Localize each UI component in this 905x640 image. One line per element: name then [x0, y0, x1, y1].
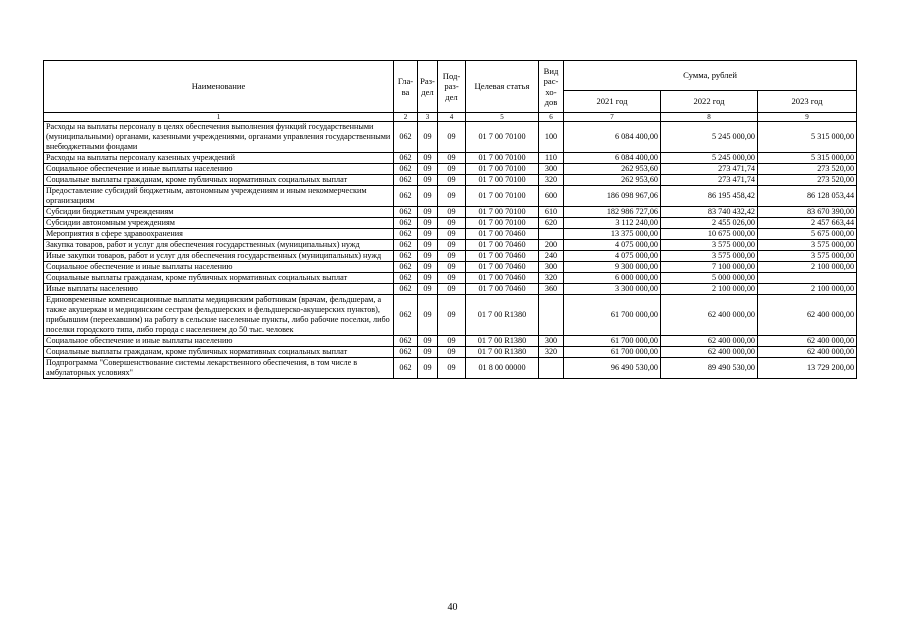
- row-name: Субсидии автономным учреждениям: [44, 218, 394, 229]
- row-sum-2021: 96 490 530,00: [564, 358, 661, 379]
- row-target: 01 7 00 70460: [466, 240, 539, 251]
- table-row: [44, 153, 857, 164]
- row-podrazdel: 09: [438, 122, 466, 153]
- table-row: [44, 284, 857, 295]
- row-glava: 062: [394, 295, 418, 336]
- row-sum-2021: 182 986 727,06: [564, 207, 661, 218]
- row-vid: 300: [539, 262, 564, 273]
- col-number: 7: [564, 113, 661, 122]
- row-vid: 600: [539, 186, 564, 207]
- row-podrazdel: 09: [438, 207, 466, 218]
- row-sum-2021: 3 300 000,00: [564, 284, 661, 295]
- row-sum-2023: [758, 273, 857, 284]
- row-glava: 062: [394, 153, 418, 164]
- row-target: 01 7 00 70100: [466, 122, 539, 153]
- row-target: 01 7 00 70460: [466, 262, 539, 273]
- row-razdel: 09: [418, 240, 438, 251]
- row-sum-2023: 2 457 663,44: [758, 218, 857, 229]
- row-name: Мероприятия в сфере здравоохранения: [44, 229, 394, 240]
- row-vid: 620: [539, 218, 564, 229]
- row-target: 01 7 00 70100: [466, 218, 539, 229]
- row-sum-2022: 83 740 432,42: [661, 207, 758, 218]
- row-target: 01 7 00 70460: [466, 229, 539, 240]
- row-podrazdel: 09: [438, 358, 466, 379]
- row-sum-2023: 62 400 000,00: [758, 347, 857, 358]
- row-razdel: 09: [418, 347, 438, 358]
- row-sum-2021: 61 700 000,00: [564, 336, 661, 347]
- row-sum-2021: 6 000 000,00: [564, 273, 661, 284]
- row-vid: 200: [539, 240, 564, 251]
- row-razdel: 09: [418, 229, 438, 240]
- row-vid: 360: [539, 284, 564, 295]
- row-vid: 320: [539, 175, 564, 186]
- page-number: 40: [447, 602, 458, 613]
- row-podrazdel: 09: [438, 186, 466, 207]
- table-row: [44, 122, 857, 153]
- row-sum-2023: 62 400 000,00: [758, 295, 857, 336]
- row-sum-2023: 3 575 000,00: [758, 240, 857, 251]
- row-sum-2023: 13 729 200,00: [758, 358, 857, 379]
- row-sum-2021: 186 098 967,06: [564, 186, 661, 207]
- table-row: [44, 229, 857, 240]
- budget-table: [43, 60, 857, 379]
- row-sum-2022: 273 471,74: [661, 175, 758, 186]
- row-podrazdel: 09: [438, 240, 466, 251]
- col-number: 4: [438, 113, 466, 122]
- row-glava: 062: [394, 336, 418, 347]
- row-target: 01 7 00 R1380: [466, 295, 539, 336]
- col-number: 1: [44, 113, 394, 122]
- row-sum-2022: 86 195 458,42: [661, 186, 758, 207]
- row-podrazdel: 09: [438, 153, 466, 164]
- table-body: [44, 122, 857, 379]
- table-row: [44, 262, 857, 273]
- row-target: 01 8 00 00000: [466, 358, 539, 379]
- table-row: [44, 218, 857, 229]
- row-sum-2023: 273 520,00: [758, 164, 857, 175]
- row-razdel: 09: [418, 186, 438, 207]
- table-row: [44, 207, 857, 218]
- row-razdel: 09: [418, 207, 438, 218]
- row-sum-2021: 262 953,60: [564, 175, 661, 186]
- row-name: Социальные выплаты гражданам, кроме публичных нормативных социальных выплат: [44, 347, 394, 358]
- row-target: 01 7 00 R1380: [466, 336, 539, 347]
- col-number: 5: [466, 113, 539, 122]
- row-glava: 062: [394, 218, 418, 229]
- row-sum-2022: 3 575 000,00: [661, 240, 758, 251]
- row-podrazdel: 09: [438, 164, 466, 175]
- row-sum-2023: 5 315 000,00: [758, 122, 857, 153]
- row-sum-2023: 83 670 390,00: [758, 207, 857, 218]
- row-sum-2023: 2 100 000,00: [758, 262, 857, 273]
- row-sum-2021: 4 075 000,00: [564, 240, 661, 251]
- header-razdel: Раз-дел: [418, 61, 438, 113]
- row-glava: 062: [394, 251, 418, 262]
- row-glava: 062: [394, 284, 418, 295]
- row-sum-2021: 4 075 000,00: [564, 251, 661, 262]
- row-sum-2023: 86 128 053,44: [758, 186, 857, 207]
- row-glava: 062: [394, 240, 418, 251]
- row-razdel: 09: [418, 175, 438, 186]
- row-glava: 062: [394, 186, 418, 207]
- row-razdel: 09: [418, 284, 438, 295]
- row-target: 01 7 00 70460: [466, 251, 539, 262]
- row-sum-2022: 2 455 026,00: [661, 218, 758, 229]
- row-glava: 062: [394, 347, 418, 358]
- row-glava: 062: [394, 164, 418, 175]
- header-vid: Вид рас-хо-дов: [539, 61, 564, 113]
- row-podrazdel: 09: [438, 273, 466, 284]
- table-row: [44, 273, 857, 284]
- row-vid: 240: [539, 251, 564, 262]
- row-podrazdel: 09: [438, 284, 466, 295]
- row-podrazdel: 09: [438, 175, 466, 186]
- row-target: 01 7 00 70100: [466, 186, 539, 207]
- row-razdel: 09: [418, 336, 438, 347]
- table-row: [44, 347, 857, 358]
- row-sum-2022: 10 675 000,00: [661, 229, 758, 240]
- row-name: Закупка товаров, работ и услуг для обеспечения государственных (муниципальных) нужд: [44, 240, 394, 251]
- table-row: [44, 358, 857, 379]
- row-sum-2023: 273 520,00: [758, 175, 857, 186]
- row-razdel: 09: [418, 251, 438, 262]
- row-podrazdel: 09: [438, 251, 466, 262]
- row-name: Расходы на выплаты персоналу в целях обеспечения выполнения функций государственными (муниципальными) органами, казенными учреждениями, органами управления государственными внебюджетными фондами: [44, 122, 394, 153]
- row-podrazdel: 09: [438, 262, 466, 273]
- header-year-2021: 2021 год: [564, 91, 661, 113]
- header-name: Наименование: [44, 61, 394, 113]
- row-razdel: 09: [418, 295, 438, 336]
- header-year-2022: 2022 год: [661, 91, 758, 113]
- col-number: 9: [758, 113, 857, 122]
- row-name: Социальное обеспечение и иные выплаты населению: [44, 262, 394, 273]
- row-sum-2022: 5 245 000,00: [661, 122, 758, 153]
- row-razdel: 09: [418, 122, 438, 153]
- row-vid: 320: [539, 273, 564, 284]
- row-target: 01 7 00 70460: [466, 284, 539, 295]
- row-vid: [539, 295, 564, 336]
- row-glava: 062: [394, 175, 418, 186]
- row-glava: 062: [394, 273, 418, 284]
- row-vid: 320: [539, 347, 564, 358]
- row-name: Социальные выплаты гражданам, кроме публичных нормативных социальных выплат: [44, 273, 394, 284]
- row-name: Предоставление субсидий бюджетным, автономным учреждениям и иным некоммерческим организациям: [44, 186, 394, 207]
- row-target: 01 7 00 70100: [466, 153, 539, 164]
- row-target: 01 7 00 70100: [466, 207, 539, 218]
- row-vid: 100: [539, 122, 564, 153]
- row-sum-2022: 2 100 000,00: [661, 284, 758, 295]
- row-podrazdel: 09: [438, 336, 466, 347]
- row-sum-2021: 262 953,60: [564, 164, 661, 175]
- col-number: 6: [539, 113, 564, 122]
- row-sum-2023: 2 100 000,00: [758, 284, 857, 295]
- header-sum: Сумма, рублей: [564, 61, 857, 91]
- row-name: Единовременные компенсационные выплаты медицинским работникам (врачам, фельдшерам, а также акушеркам и медицинским сестрам фельдшерских и фельдшерско-акушерских пунктов), прибывшим (переехавшим) на работу в сельские населенные пункты, либо рабочие поселки, либо поселки городского типа, либо города с населением до 50 тыс. человек: [44, 295, 394, 336]
- row-sum-2021: 9 300 000,00: [564, 262, 661, 273]
- row-target: 01 7 00 R1380: [466, 347, 539, 358]
- row-target: 01 7 00 70100: [466, 164, 539, 175]
- row-sum-2022: 62 400 000,00: [661, 347, 758, 358]
- row-sum-2021: 61 700 000,00: [564, 295, 661, 336]
- row-name: Социальное обеспечение и иные выплаты населению: [44, 164, 394, 175]
- col-number: 3: [418, 113, 438, 122]
- row-glava: 062: [394, 122, 418, 153]
- row-target: 01 7 00 70100: [466, 175, 539, 186]
- row-vid: [539, 358, 564, 379]
- row-sum-2023: 5 675 000,00: [758, 229, 857, 240]
- table-row: [44, 251, 857, 262]
- row-sum-2021: 6 084 400,00: [564, 122, 661, 153]
- row-sum-2022: 5 245 000,00: [661, 153, 758, 164]
- table-row: [44, 164, 857, 175]
- column-numbers-row: [44, 113, 857, 122]
- row-name: Социальное обеспечение и иные выплаты населению: [44, 336, 394, 347]
- row-glava: 062: [394, 207, 418, 218]
- row-sum-2023: 5 315 000,00: [758, 153, 857, 164]
- row-razdel: 09: [418, 153, 438, 164]
- row-razdel: 09: [418, 218, 438, 229]
- row-sum-2021: 6 084 400,00: [564, 153, 661, 164]
- row-razdel: 09: [418, 262, 438, 273]
- row-name: Иные выплаты населению: [44, 284, 394, 295]
- table-row: [44, 240, 857, 251]
- row-sum-2022: 89 490 530,00: [661, 358, 758, 379]
- row-glava: 062: [394, 229, 418, 240]
- row-glava: 062: [394, 358, 418, 379]
- table-row: [44, 175, 857, 186]
- row-target: 01 7 00 70460: [466, 273, 539, 284]
- row-sum-2022: 5 000 000,00: [661, 273, 758, 284]
- row-name: Расходы на выплаты персоналу казенных учреждений: [44, 153, 394, 164]
- table-row: [44, 186, 857, 207]
- row-vid: 300: [539, 164, 564, 175]
- row-podrazdel: 09: [438, 347, 466, 358]
- row-sum-2021: 3 112 240,00: [564, 218, 661, 229]
- header-row: [44, 61, 857, 91]
- row-sum-2022: 3 575 000,00: [661, 251, 758, 262]
- header-podrazdel: Под-раз-дел: [438, 61, 466, 113]
- row-razdel: 09: [418, 164, 438, 175]
- row-sum-2022: 62 400 000,00: [661, 295, 758, 336]
- header-target: Целевая статья: [466, 61, 539, 113]
- row-razdel: 09: [418, 273, 438, 284]
- row-name: Социальные выплаты гражданам, кроме публичных нормативных социальных выплат: [44, 175, 394, 186]
- row-name: Подпрограмма "Совершенствование системы лекарственного обеспечения, в том числе в амбулаторных условиях": [44, 358, 394, 379]
- row-vid: 610: [539, 207, 564, 218]
- table-row: [44, 336, 857, 347]
- row-podrazdel: 09: [438, 218, 466, 229]
- row-sum-2022: 7 100 000,00: [661, 262, 758, 273]
- row-podrazdel: 09: [438, 229, 466, 240]
- row-glava: 062: [394, 262, 418, 273]
- table-row: [44, 295, 857, 336]
- row-podrazdel: 09: [438, 295, 466, 336]
- row-sum-2023: 3 575 000,00: [758, 251, 857, 262]
- col-number: 8: [661, 113, 758, 122]
- row-name: Субсидии бюджетным учреждениям: [44, 207, 394, 218]
- row-razdel: 09: [418, 358, 438, 379]
- row-sum-2021: 13 375 000,00: [564, 229, 661, 240]
- header-year-2023: 2023 год: [758, 91, 857, 113]
- col-number: 2: [394, 113, 418, 122]
- row-vid: [539, 229, 564, 240]
- row-sum-2021: 61 700 000,00: [564, 347, 661, 358]
- row-vid: 300: [539, 336, 564, 347]
- row-sum-2023: 62 400 000,00: [758, 336, 857, 347]
- row-sum-2022: 62 400 000,00: [661, 336, 758, 347]
- header-glava: Гла-ва: [394, 61, 418, 113]
- row-vid: 110: [539, 153, 564, 164]
- row-name: Иные закупки товаров, работ и услуг для обеспечения государственных (муниципальных) нужд: [44, 251, 394, 262]
- row-sum-2022: 273 471,74: [661, 164, 758, 175]
